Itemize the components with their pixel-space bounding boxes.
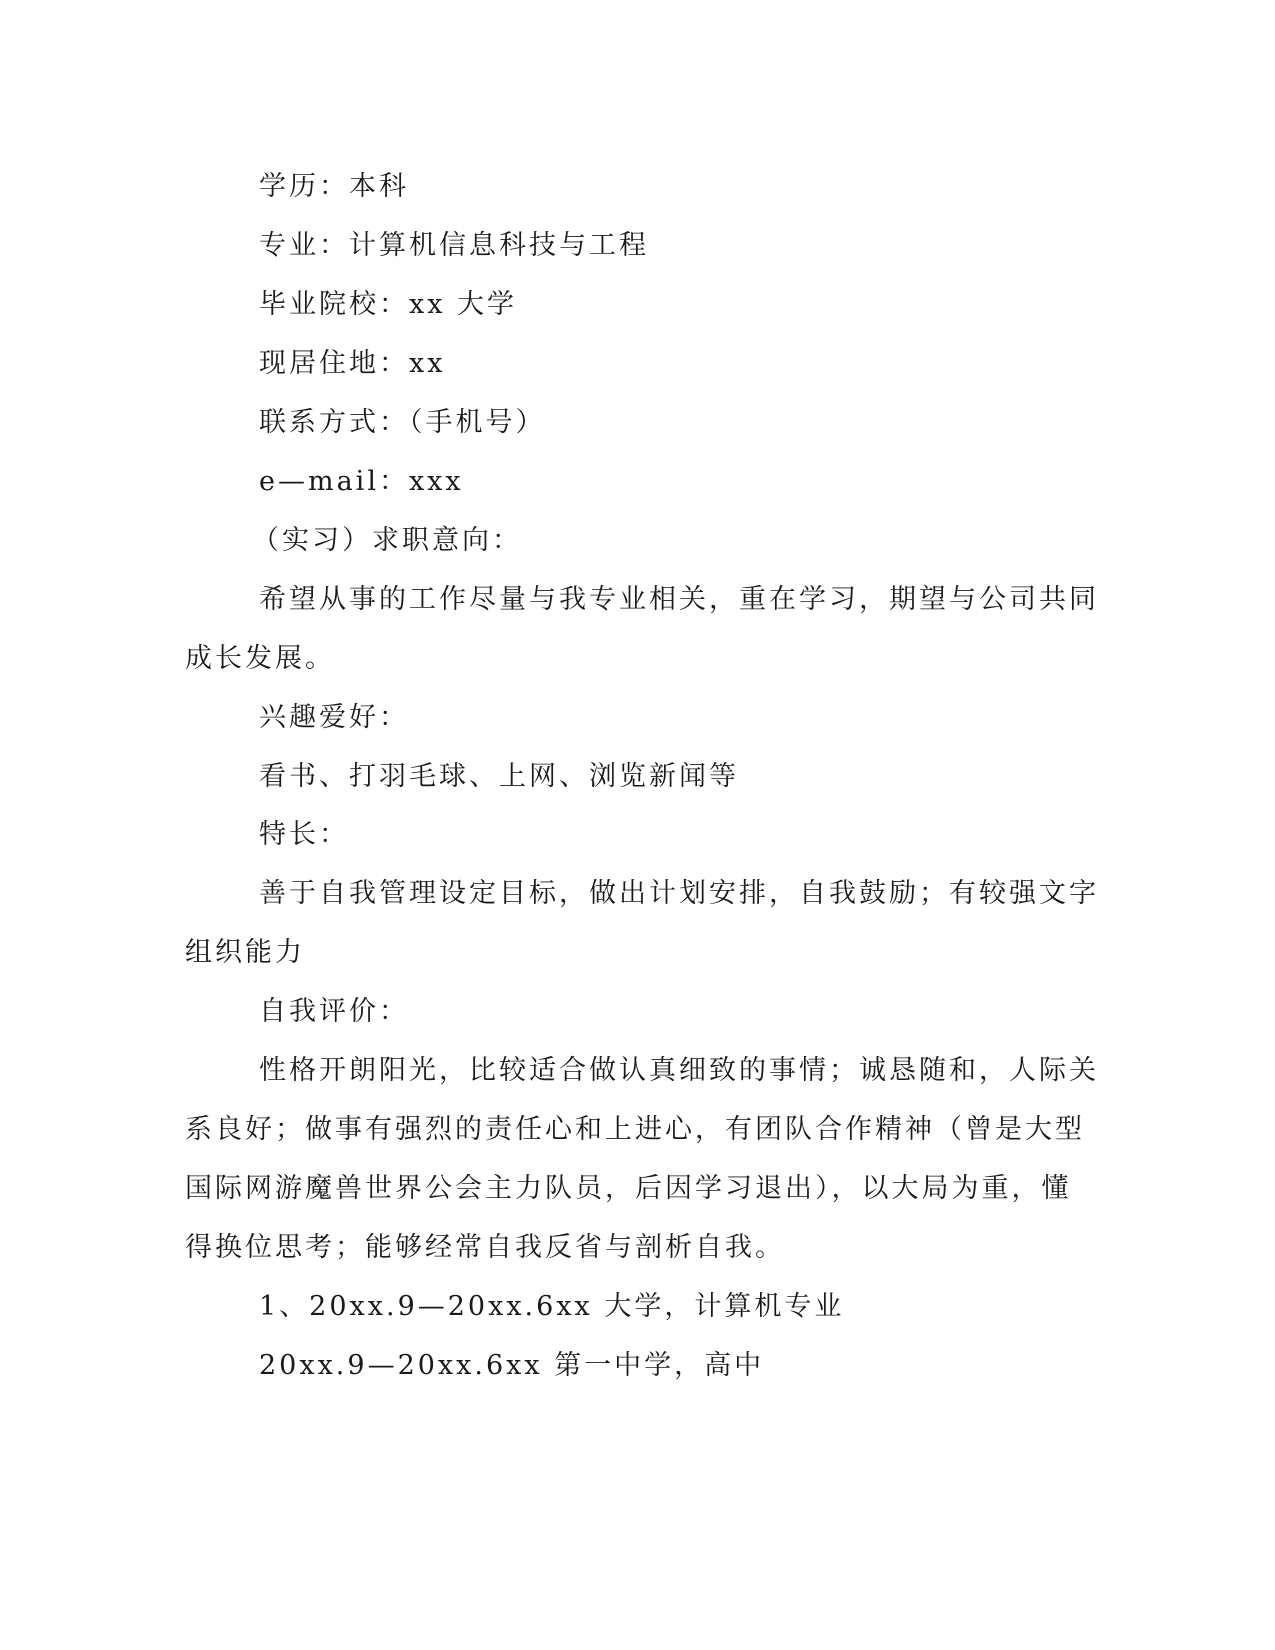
hobbies-heading: 兴趣爱好： [259,702,409,733]
contact-line: 联系方式：（手机号） [259,407,546,438]
school-line: 毕业院校：xx 大学 [259,289,518,320]
job-intention-text-cont: 成长发展。 [185,643,335,674]
self-evaluation-text-2: 系良好；做事有强烈的责任心和上进心，有团队合作精神（曾是大型 [185,1114,1085,1145]
skills-text-cont: 组织能力 [185,937,305,968]
skills-text: 善于自我管理设定目标，做出计划安排，自我鼓励；有较强文字 [259,878,1099,909]
education-history-2: 20xx.9—20xx.6xx 第一中学，高中 [259,1350,765,1381]
education-line: 学历：本科 [259,171,409,202]
hobbies-text: 看书、打羽毛球、上网、浏览新闻等 [259,761,739,792]
job-intention-heading: （实习）求职意向： [252,525,522,556]
residence-line: 现居住地：xx [259,348,446,379]
email-line: e—mail：xxx [259,466,464,497]
self-evaluation-text-4: 得换位思考；能够经常自我反省与剖析自我。 [185,1232,785,1263]
self-evaluation-text-3: 国际网游魔兽世界公会主力队员，后因学习退出），以大局为重，懂 [185,1173,1072,1204]
self-evaluation-heading: 自我评价： [259,996,409,1027]
self-evaluation-text-1: 性格开朗阳光，比较适合做认真细致的事情；诚恳随和，人际关 [259,1055,1099,1086]
major-line: 专业：计算机信息科技与工程 [259,230,649,261]
job-intention-text: 希望从事的工作尽量与我专业相关，重在学习，期望与公司共同 [259,584,1099,615]
education-history-1: 1、20xx.9—20xx.6xx 大学，计算机专业 [259,1291,845,1322]
skills-heading: 特长： [259,819,349,850]
